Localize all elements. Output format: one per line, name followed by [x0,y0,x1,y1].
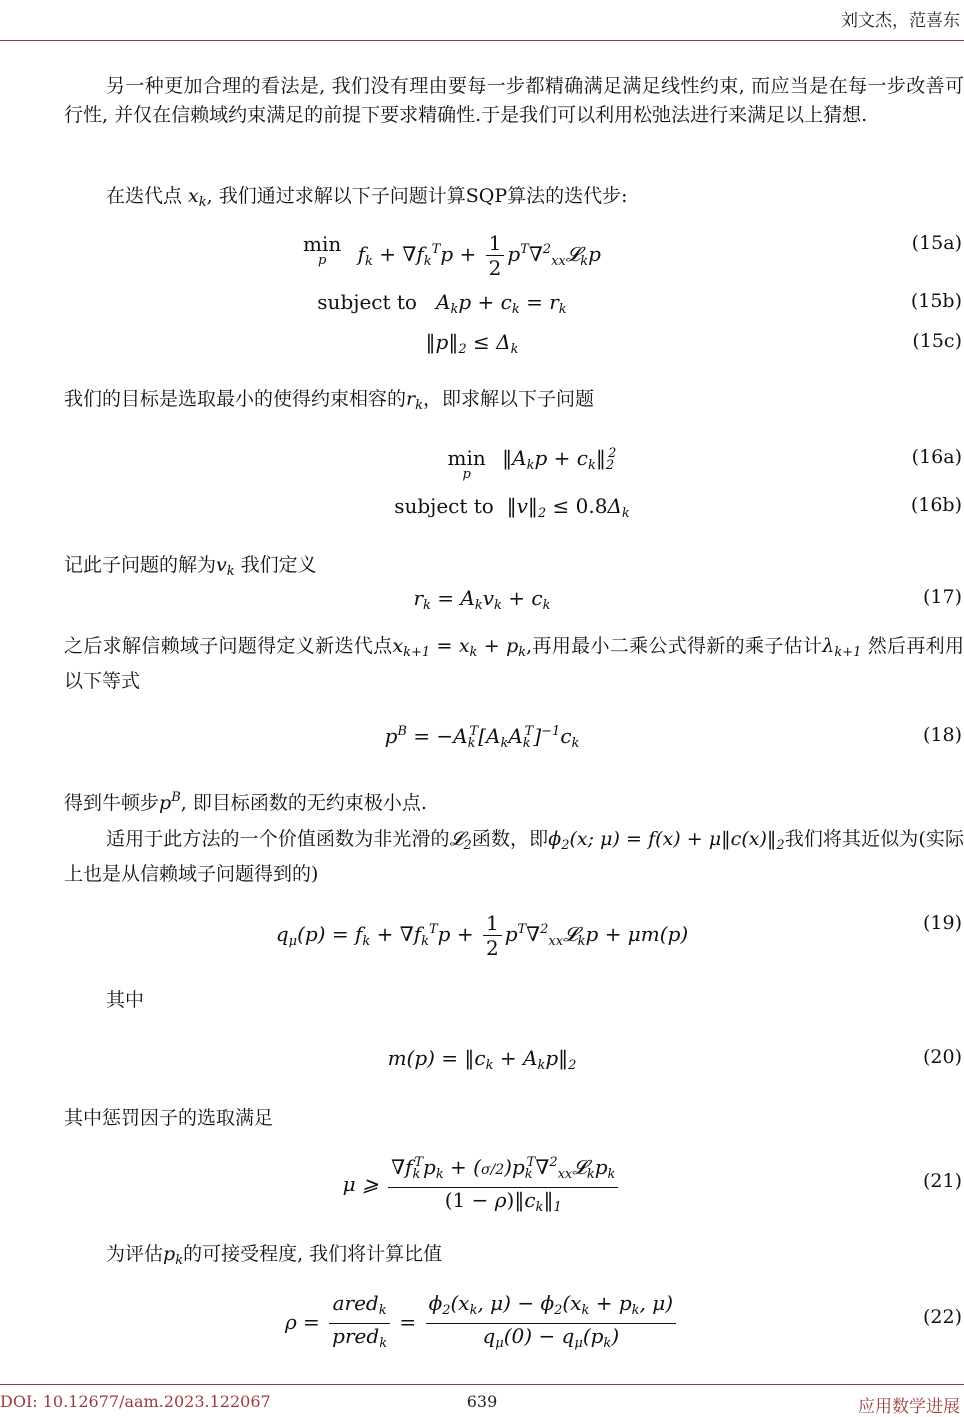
text-span: , 即目标函数的无约束极小点. [180,792,427,814]
text-span: 在迭代点 [106,185,189,207]
equation-number: (19) [922,912,962,934]
text-span: ,再用最小二乘公式得新的乘子估计 [526,635,823,657]
equation-16b: subject to $‖v‖_2 \le 0.8\Delta_k$ (16b) [394,494,962,521]
equation-16a: min p $‖A_kp$ + $c_k‖_2^2$ (16a) [447,446,962,482]
paragraph-solution-vk: 记此子问题的解为$v_k$ 我们定义 [64,554,317,579]
paragraph-penalty-factor: 其中惩罚因子的选取满足 [64,1107,274,1129]
running-header-author: 刘文杰，范喜东 [841,11,960,31]
text-span: ，即求解以下子问题 [423,388,595,410]
footer-journal-name: 应用数学进展 [858,1397,960,1417]
equation-18: $p^B = -A_k^T[A_kA_k^T]^{-1}c_k$ (18) [384,724,962,751]
text-span: 然后再利用以下等式 [64,635,964,692]
paragraph-new-iterate: 之后求解信赖域子问题得定义新迭代点$x_{k+1} = x_k + p_k$,再用最小二乘公式得新的乘子估计$\lambda_{k+1}$ 然后再利用以下等式 [64,635,964,692]
paragraph-where: 其中 [106,989,145,1011]
paragraph-goal: 我们的目标是选取最小的使得约束相容的$r_k$，即求解以下子问题 [64,388,595,413]
equation-number: (17) [922,586,962,608]
min-operator: min [447,446,486,470]
equation-number: (22) [922,1306,962,1328]
text-span: 记此子问题的解为 [64,554,217,576]
equation-number: (16a) [911,446,962,468]
text-span: 函数，即 [471,828,549,850]
text-span: 的可接受程度, 我们将计算比值 [183,1243,443,1265]
equation-17: $r_k = A_kv_k + c_k$ (17) [413,586,962,613]
equation-15a: min p $f_k + \nabla f_k^Tp$ + $\frac{1}{2}$ $p^T\nabla^2_{xx}𝓛_kp$ (15a) [303,231,962,280]
paragraph-relaxation-idea: 另一种更加合理的看法是, 我们没有理由要每一步都精确满足满足线性约束, 而应当是在每一步改善可行性, 并仅在信赖域约束满足的前提下要求精确性.于是我们可以利用松弛法进行来满足以上猜想. [64,75,964,126]
footer-doi[interactable]: DOI: 10.12677/aam.2023.122067 [0,1392,271,1411]
paragraph-ratio: 为评估$p_k$的可接受程度, 我们将计算比值 [106,1243,443,1268]
footer-page-number: 639 [466,1392,498,1411]
equation-number: (16b) [910,494,962,516]
text-span: 得到牛顿步 [64,792,160,814]
text-span: , 我们通过求解以下子问题计算SQP算法的迭代步: [206,185,628,207]
equation-number: (18) [922,724,962,746]
text-span: 之后求解信赖域子问题得定义新迭代点 [64,635,393,657]
paragraph-merit-function: 适用于此方法的一个价值函数为非光滑的𝓛$_2$函数，即$\phi_2(x$; $\mu) = f(x) + \mu‖c(x)‖_2$我们将其近似为(实际上也是从信赖域子问题得到的) [64,828,964,885]
subject-to-label: subject to [317,290,417,314]
equation-number: (15b) [910,290,962,312]
equation-21: μ ⩾ $\frac{\nabla f_k^Tp_k + (\sigma/2)p_k^T\nabla^2_{xx}𝓛_kp_k}{(1 - \rho)‖c_k‖_1}$ (21) [0,1152,964,1208]
equation-15c: $‖p‖_2 \le \Delta_k$ (15c) [425,330,962,357]
paragraph-newton-step: 得到牛顿步$p^B$, 即目标函数的无约束极小点. [64,790,427,814]
equation-20: $m(p) = ‖c_k$ + $A_kp‖_2$ (20) [387,1046,962,1073]
subject-to-label: subject to [394,494,494,518]
text-span: 我们定义 [234,554,317,576]
text-span: 为评估 [106,1243,164,1265]
text-span: 适用于此方法的一个价值函数为非光滑的 [106,828,450,850]
equation-19: $q_\mu(p) = f_k + \nabla f_k^Tp$ + $\frac{1}{2}$ $p^T\nabla^2_{xx}𝓛_kp + \mu m(p)$ (19) [275,911,962,960]
text-span: 我们将其近似为(实际上也是从信赖域子问题得到的) [64,828,964,885]
equation-number: (20) [922,1046,962,1068]
paragraph-iteration-point: 在迭代点 $x_k$, 我们通过求解以下子问题计算SQP算法的迭代步: [106,185,628,210]
equation-number: (15c) [912,330,962,352]
min-operator: min [303,232,342,256]
footer-rule [0,1384,964,1385]
equation-22: ρ = $\frac{ared_k}{pred_k}$ = $\frac{\phi_2(x_k, \mu) - \phi_2(x_k + p_k, \mu)}{q_\mu(0) - q_\mu(p_k)}$ (22) [284,1291,962,1351]
text-span: 我们的目标是选取最小的使得约束相容的 [64,388,407,410]
equation-number: (15a) [911,232,962,254]
equation-15b: subject to $A_kp + c_k = r_k$ (15b) [317,290,962,317]
header-rule [0,40,964,41]
equation-number: (21) [922,1170,962,1192]
